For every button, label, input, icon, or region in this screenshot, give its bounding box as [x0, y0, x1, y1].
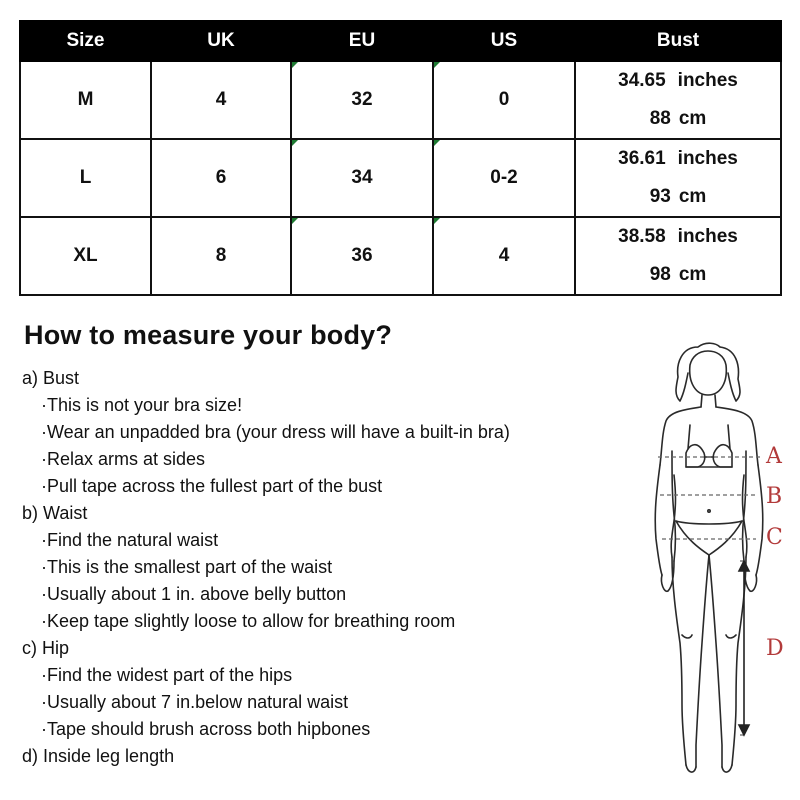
bust-inches-unit: inches	[677, 226, 738, 247]
cell-eu-value: 34	[351, 167, 373, 188]
list-item: ·Keep tape slightly loose to allow for breathing room	[41, 611, 456, 631]
list-item: ·Find the widest part of the hips	[41, 665, 293, 685]
section-heading-waist: b) Waist	[22, 503, 88, 523]
measure-guide-title: How to measure your body?	[24, 320, 393, 350]
cell-us	[433, 139, 575, 217]
body-measurement-figure	[620, 325, 800, 780]
table-row	[20, 61, 781, 139]
header-bust: Bust	[575, 21, 781, 61]
size-chart-table	[19, 20, 782, 296]
section-heading-hip: c) Hip	[22, 638, 70, 658]
list-item: ·Usually about 1 in. above belly button	[41, 584, 347, 604]
header-size: Size	[20, 21, 151, 61]
list-item: ·Relax arms at sides	[41, 449, 206, 469]
cell-eu-value: 32	[351, 89, 373, 110]
cell-size: M	[20, 61, 151, 139]
cell-eu	[291, 217, 433, 295]
cell-eu	[291, 139, 433, 217]
cell-uk: 6	[151, 139, 291, 217]
cell-uk: 4	[151, 61, 291, 139]
bust-cm-value: 98	[649, 264, 671, 285]
bust-inches-unit: inches	[677, 148, 738, 169]
cell-bust	[575, 139, 781, 217]
section-heading-bust: a) Bust	[22, 368, 80, 388]
table-row	[20, 217, 781, 295]
label-b: B	[766, 484, 783, 509]
cell-us	[433, 217, 575, 295]
bust-cm-value: 88	[649, 108, 671, 129]
cell-size: L	[20, 139, 151, 217]
bust-inches-line	[576, 140, 780, 178]
list-item: ·This is not your bra size!	[41, 395, 243, 415]
cell-size: XL	[20, 217, 151, 295]
bust-cm-line	[576, 100, 780, 138]
list-item: ·Find the natural waist	[41, 530, 219, 550]
cell-us-value: 0-2	[490, 167, 518, 188]
header-eu: EU	[291, 21, 433, 61]
bust-inches-value: 34.65	[618, 70, 666, 91]
list-item: ·Usually about 7 in.below natural waist	[41, 692, 349, 712]
table-header-row	[20, 21, 781, 61]
bust-cm-unit: cm	[678, 264, 707, 285]
bust-cm-unit: cm	[678, 186, 707, 207]
cell-us	[433, 61, 575, 139]
measure-guide	[22, 365, 642, 770]
label-c: C	[766, 525, 783, 550]
cell-us-value: 0	[498, 89, 510, 110]
label-d: D	[766, 636, 784, 661]
bust-cm-unit: cm	[678, 108, 707, 129]
cell-us-value: 4	[498, 245, 510, 266]
list-item: ·Tape should brush across both hipbones	[41, 719, 371, 739]
bust-cm-line	[576, 256, 780, 294]
label-a: A	[766, 444, 782, 469]
section-heading-inside-leg: d) Inside leg length	[22, 746, 175, 766]
body-outline	[655, 343, 763, 772]
bust-inches-line	[576, 218, 780, 256]
header-us: US	[433, 21, 575, 61]
bust-inches-value: 36.61	[618, 148, 666, 169]
body-outline-illustration	[620, 325, 800, 780]
list-item: ·Pull tape across the fullest part of the bust	[41, 476, 383, 496]
cell-eu-value: 36	[351, 245, 373, 266]
bust-cm-line	[576, 178, 780, 216]
cell-uk: 8	[151, 217, 291, 295]
bust-inches-line	[576, 62, 780, 100]
header-uk: UK	[151, 21, 291, 61]
list-item: ·Wear an unpadded bra (your dress will have a built-in bra)	[41, 422, 510, 442]
bust-inches-value: 38.58	[618, 226, 666, 247]
cell-bust	[575, 61, 781, 139]
table-row	[20, 139, 781, 217]
cell-eu	[291, 61, 433, 139]
cell-bust	[575, 217, 781, 295]
bust-inches-unit: inches	[677, 70, 738, 91]
list-item: ·This is the smallest part of the waist	[41, 557, 333, 577]
bust-cm-value: 93	[649, 186, 671, 207]
